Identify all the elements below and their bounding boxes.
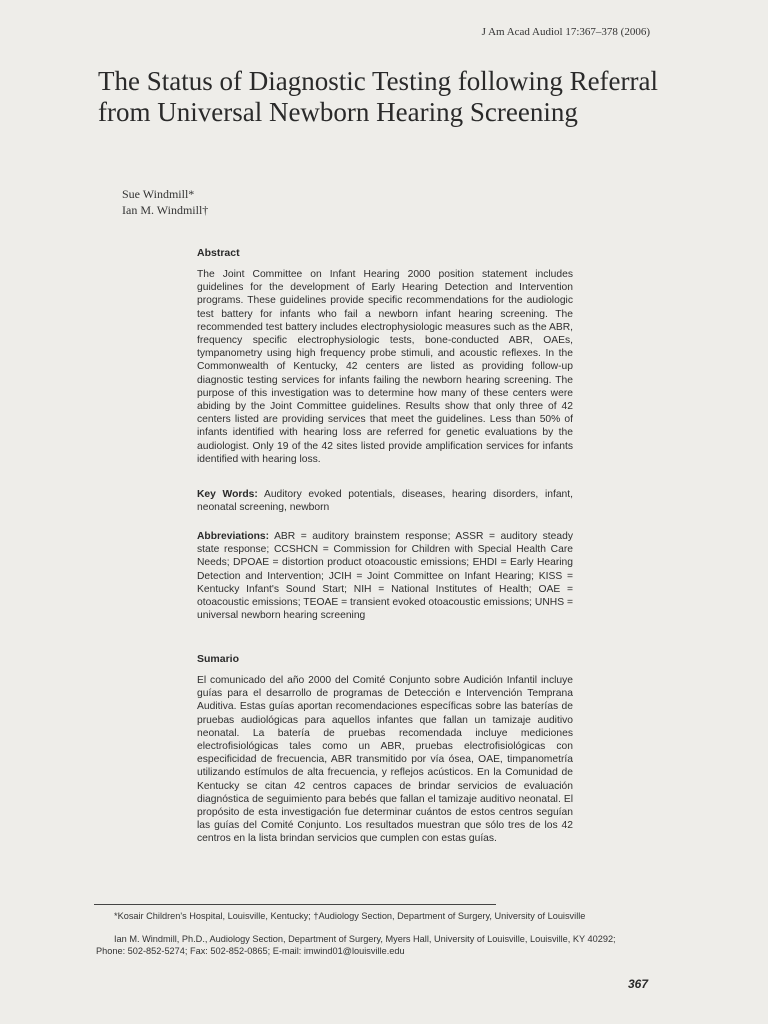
page-number: 367 bbox=[627, 977, 648, 991]
abbreviations-label: Abbreviations: bbox=[197, 531, 270, 542]
author-name: Sue Windmill* bbox=[122, 187, 195, 201]
keywords-label: Key Words: bbox=[197, 489, 258, 500]
abbreviations-block bbox=[197, 530, 573, 622]
journal-reference: J Am Acad Audiol 17:367–378 (2006) bbox=[481, 26, 650, 38]
author-list bbox=[122, 186, 208, 218]
footnote-rule bbox=[94, 904, 496, 905]
abbreviations-text: ABR = auditory brainstem response; ASSR = auditory steady state response; CCSHCN = Commission for Children with Special Health Care Needs; DPOAE = distortion product otoacoustic emissions; EHDI = Early Hearing Detection and Intervention; JCIH = Joint Committee on Infant Hearing; KISS = Kentucky Infant's Sound Start; NIH = National Institutes of Health; OAE = otoacoustic emissions; TEOAE = transient evoked otoacoustic emissions; UNHS = universal newborn hearing screening bbox=[197, 531, 573, 622]
keywords-block bbox=[197, 488, 573, 514]
abstract-heading: Abstract bbox=[197, 247, 240, 259]
footnote-correspondence: Ian M. Windmill, Ph.D., Audiology Section, Department of Surgery, Myers Hall, University of Louisville, Louisville, KY 40292; Phone: 502-852-5274; Fax: 502-852-0865; E-mail: imwind01@louisville.edu bbox=[96, 934, 616, 956]
sumario-heading: Sumario bbox=[197, 653, 240, 665]
author-name: Ian M. Windmill† bbox=[122, 203, 209, 217]
abstract-body: The Joint Committee on Infant Hearing 2000 position statement includes guidelines for the development of Early Hearing Detection and Intervention programs. These guidelines provide specific recommendations for the audiologic test battery for infants who fail a newborn infant hearing screening. The recommended test battery includes electrophysiologic measures such as the ABR, frequency specific electrophysiologic tests, bone-conducted ABR, OAEs, tympanometry using high frequency probe stimuli, and acoustic reflexes. In the Commonwealth of Kentucky, 42 centers are listed as providing follow-up diagnostic testing services for infants failing the newborn hearing screening. The purpose of this investigation was to determine how many of these centers were abiding by the Joint Committee guidelines. Results show that only three of 42 centers listed are providing services that meet the guidelines. Less than 50% of infants identified with hearing loss are referred for genetic evaluations by the audiologist. Only 19 of the 42 sites listed provide amplification services for infants identified with hearing loss. bbox=[197, 269, 573, 465]
article-title: The Status of Diagnostic Testing following Referral from Universal Newborn Hearing Screening bbox=[98, 66, 658, 127]
footnote-affiliation: *Kosair Children's Hospital, Louisville, Kentucky; †Audiology Section, Department of Surgery, University of Louisville bbox=[114, 911, 586, 921]
keywords-text: Auditory evoked potentials, diseases, hearing disorders, infant, neonatal screening, newborn bbox=[197, 489, 573, 514]
sumario-body: El comunicado del año 2000 del Comité Conjunto sobre Audición Infantil incluye guías para el desarrollo de programas de Detección e Intervención Temprana Auditiva. Estas guías aportan recomendaciones específicas sobre las baterías de pruebas audiológicas para aquellos infantes que fallan un tamizaje auditivo neonatal. La batería de pruebas recomendada incluye mediciones electrofisiológicas tales como un ABR, pruebas electrofisiológicas con especificidad de frecuencia, ABR transmitido por vía ósea, OAE, timpanometría utilizando estímulos de alta frecuencia, y reflejos acústicos. En la Comunidad de Kentucky se citan 42 centros capaces de brindar servicios de evaluación diagnóstica de seguimiento para bebés que fallan el tamizaje auditivo neonatal. El propósito de esta investigación fue determinar cuántos de estos centros seguían las guías del Comité Conjunto. Los resultados muestran que sólo tres de los 42 centros en la lista brindan servicios que cumplen con estas guías. bbox=[197, 675, 573, 845]
